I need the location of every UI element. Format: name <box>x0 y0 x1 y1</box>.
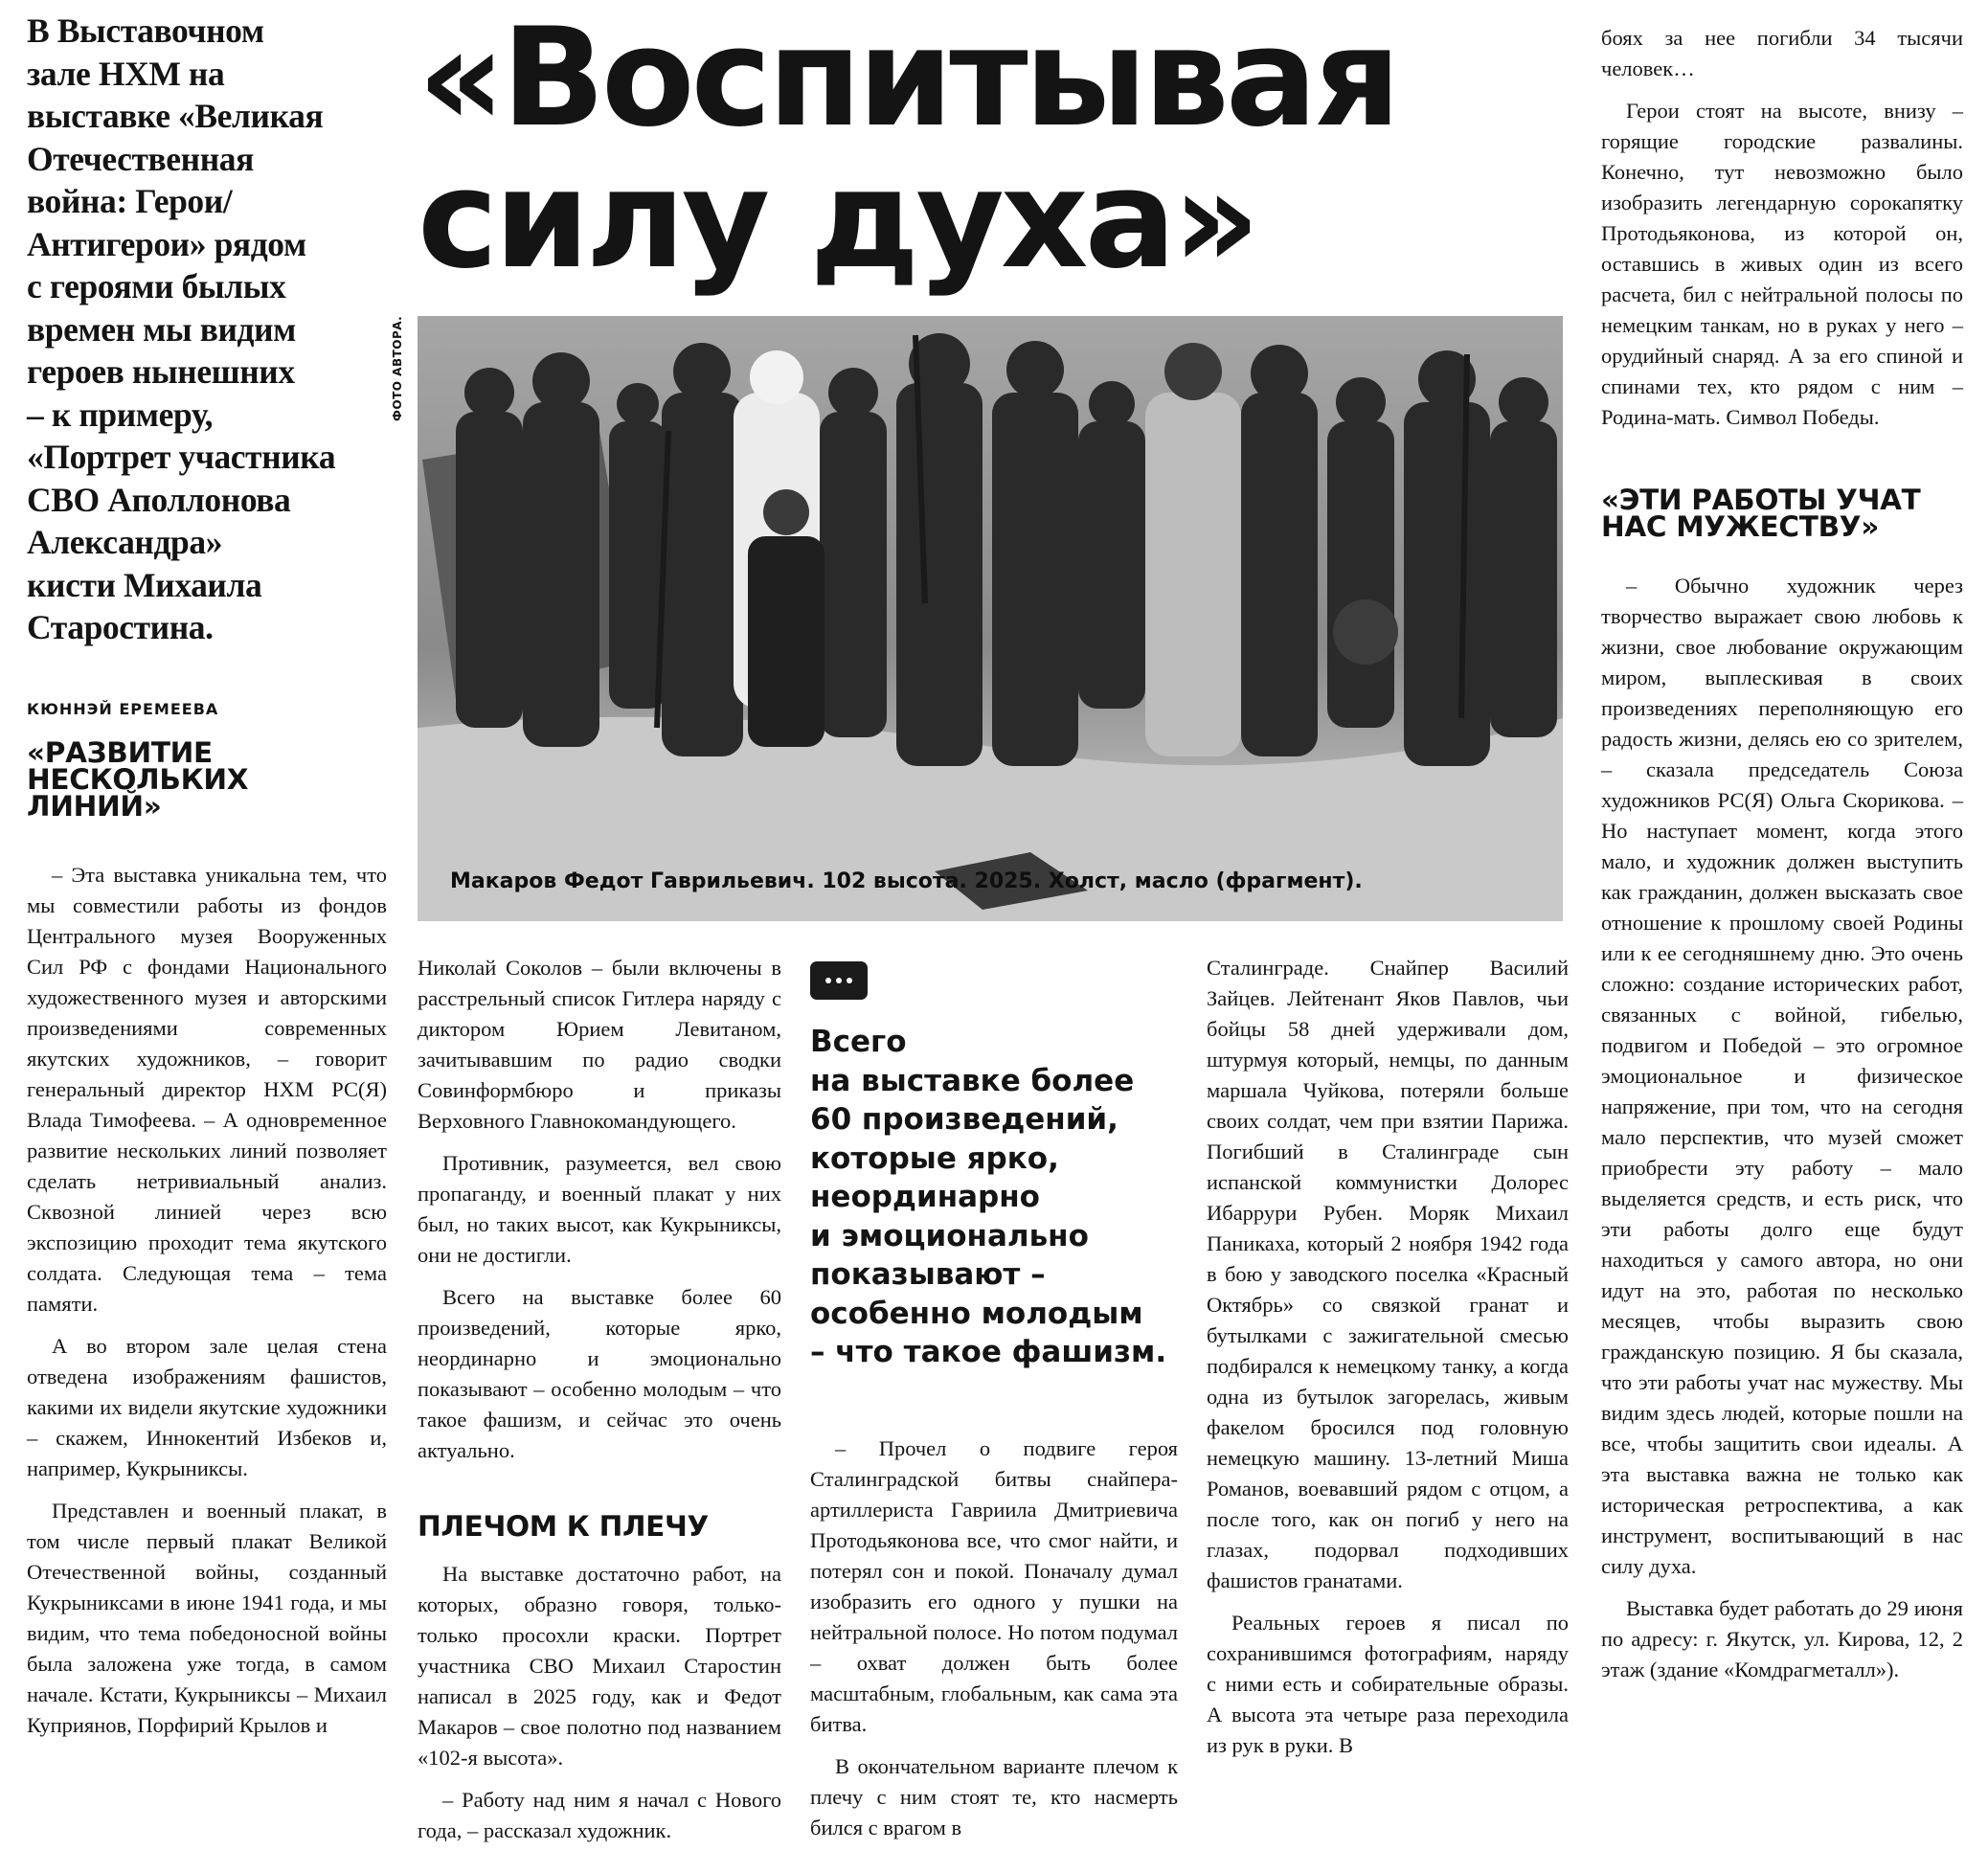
lead-paragraph <box>27 10 402 649</box>
pull-quote-line: и эмоционально <box>810 1218 1089 1253</box>
subheading-line: НАС МУЖЕСТВУ» <box>1601 510 1879 543</box>
subheading-line: НЕСКОЛЬКИХ <box>27 763 249 796</box>
subheading <box>27 736 249 823</box>
subheading-line: «ЭТИ РАБОТЫ УЧАТ <box>1601 484 1921 516</box>
pull-quote-line: которые ярко, <box>810 1140 1059 1176</box>
paragraph: боях за нее погибли 34 тысячи человек… <box>1601 26 1963 80</box>
headline <box>418 0 1567 299</box>
article-column-4 <box>1207 953 1569 1761</box>
photo-credit: ФОТО АВТОРА. <box>391 315 404 421</box>
article-column-2-continued <box>418 1559 781 1846</box>
lead-line: Александра» <box>27 523 223 561</box>
subheading-line: ЛИНИЙ» <box>27 790 162 823</box>
lead-line: с героями былых <box>27 267 286 305</box>
paragraph: Николай Соколов – были включены в расстрельный список Гитлера наряду с диктором Юрием Левитаном, зачитывавшим по радио сводки Совинформбюро и приказы Верховного Главнокомандующего. <box>418 956 781 1133</box>
article-column-5 <box>1601 23 1963 433</box>
paragraph: Герои стоят на высоте, внизу – горящие городские развалины. Конечно, тут невозможно было изобразить легендарную сорокапятку Протодьяконова, из которой он, оставшись в живых один из всего расчета, бил с нейтральной полосы по немецким танкам, но в руках у него – орудийный снаряд. А за его спиной и спинами тех, кто рядом с ним – Родина-мать. Символ Победы. <box>1601 99 1963 429</box>
paragraph: А во втором зале целая стена отведена изображениям фашистов, какими их видели якутские художники – скажем, Иннокентий Избеков и, например, Кукрыниксы. <box>27 1334 387 1480</box>
lead-line: Старостина. <box>27 608 214 646</box>
article-column-3 <box>810 1433 1178 1843</box>
pull-quote-line: на выставке более <box>810 1063 1135 1098</box>
lead-line: СВО Аполлонова <box>27 480 291 519</box>
lead-line: выставке «Великая <box>27 97 324 135</box>
paragraph: Всего на выставке более 60 произведений, которые ярко, неординарно и эмоционально показывают – особенно молодым – что такое фашизм, и сейчас это очень актуально. <box>418 1285 781 1462</box>
byline: КЮННЭЙ ЕРЕМЕЕВА <box>27 700 219 718</box>
pull-quote-line: показывают – <box>810 1257 1046 1292</box>
lead-line: война: Герои/ <box>27 182 233 220</box>
paragraph: На выставке достаточно работ, на которых, образно говоря, только-только просохли краски. Портрет участника СВО Михаил Старостин написал в 2025 году, как и Федот Макаров – свое полотно под названием «102-я высота». <box>418 1562 781 1770</box>
pull-quote-line: особенно молодым <box>810 1296 1143 1331</box>
subheading <box>418 1510 709 1543</box>
lead-line: «Портрет участника <box>27 438 336 476</box>
paragraph: – Работу над ним я начал с Нового года, – рассказал художник. <box>418 1788 781 1842</box>
lead-line: Антигерои» рядом <box>27 224 306 263</box>
paragraph: – Эта выставка уникальна тем, что мы совместили работы из фондов Центрального музея Вооруженных Сил РФ с фондами Национального художественного музея и авторскими произведениями современных якутских художников, – говорит генеральный директор НХМ РС(Я) Влада Тимофеева. – А одновременное развитие нескольких линий позволяет сделать нетривиальный анализ. Сквозной линией через всю экспозицию проходит тема якутского солдата. Следующая тема – тема памяти. <box>27 863 387 1316</box>
lead-line: зале НХМ на <box>27 54 225 93</box>
pull-quote-line: 60 произведений, <box>810 1102 1118 1137</box>
article-column-5-continued <box>1601 571 1963 1685</box>
paragraph: Противник, разумеется, вел свою пропаганду, и военный плакат у них был, но таких высот, как Кукрыниксы, они не достигли. <box>418 1151 781 1267</box>
painting-illustration <box>418 316 1563 921</box>
article-column-1 <box>27 860 387 1741</box>
pull-quote <box>810 1023 1184 1372</box>
paragraph: Представлен и военный плакат, в том числе первый плакат Великой Отечественной войны, созданный Кукрыниксами в июне 1941 года, и мы видим, что тема победоносной войны была заложена уже тогда, в самом начале. Кстати, Кукрыниксы – Михаил Куприянов, Порфирий Крылов и <box>27 1499 387 1737</box>
paragraph: В окончательном варианте плечом к плечу с ним стоят те, кто насмерть бился с врагом в <box>810 1754 1178 1839</box>
pull-quote-line: неординарно <box>810 1180 1040 1214</box>
lead-line: – к примеру, <box>27 395 214 434</box>
lead-line: героев нынешних <box>27 352 295 391</box>
photo-caption: Макаров Федот Гаврильевич. 102 высота. 2025. Холст, масло (фрагмент). <box>450 869 1363 893</box>
lead-line: времен мы видим <box>27 309 296 349</box>
paragraph: Сталинграде. Снайпер Василий Зайцев. Лейтенант Яков Павлов, чьи бойцы 58 дней удерживали дом, штурмуя который, немцы, по данным маршала Чуйкова, потеряли больше своих солдат, чем при взятии Парижа. Погибший в Сталинграде сын испанской коммунистки Долорес Ибаррури Рубен. Моряк Михаил Паникаха, который 2 ноября 1942 года в бою у заводского поселка «Красный Октябрь» со связкой гранат и бутылками с зажигательной смесью подбирался к немецкому танку, а когда одна из бутылок загорелась, живым факелом бросился под головную немецкую машину. 13-летний Миша Романов, воевавший рядом с отцом, а после того, как он погиб у него на глазах, подорвал подходивших фашистов гранатами. <box>1207 956 1569 1592</box>
headline-line: «Воспитывая <box>418 0 1397 157</box>
subheading-line: «РАЗВИТИЕ <box>27 736 213 769</box>
paragraph: Выставка будет работать до 29 июня по адресу: г. Якутск, ул. Кирова, 12, 2 этаж (здание «Комдрагметалл»). <box>1601 1596 1963 1681</box>
subheading-line: ПЛЕЧОМ К ПЛЕЧУ <box>418 1510 709 1543</box>
pull-quote-line: – что такое фашизм. <box>810 1335 1167 1369</box>
pull-quote-line: Всего <box>810 1025 907 1059</box>
headline-line: силу духа» <box>418 141 1257 299</box>
painting-photo <box>418 316 1563 921</box>
paragraph: – Прочел о подвиге героя Сталинградской битвы снайпера-артиллериста Гавриила Дмитриевича Протодьяконова все, что смог найти, и потерял сон и покой. Поначалу думал изобразить его одного у пушки на нейтральной полосе. Но потом подумал – охват должен быть более масштабным, глобальным, как сама эта битва. <box>810 1436 1178 1736</box>
lead-line: кисти Михаила <box>27 565 262 604</box>
article-column-2 <box>418 953 781 1466</box>
paragraph: Реальных героев я писал по сохранившимся фотографиям, наряду с ними есть и собирательные образы. А высота эта четыре раза переходила из рук в руки. В <box>1207 1611 1569 1757</box>
lead-line: В Выставочном <box>27 11 264 50</box>
subheading <box>1601 484 1921 543</box>
speech-bubble-icon <box>810 961 868 1000</box>
paragraph: – Обычно художник через творчество выражает свою любовь к жизни, свое любование окружающим миром, выплескивая в своих произведениях переполняющую его радость жизни, делясь ею со зрителем, – сказала председатель Союза художников РС(Я) Ольга Скорикова. – Но наступает момент, когда этого мало, и художник должен выступить как гражданин, должен высказать свое отношение к прошлому своей Родины или к ее сегодняшнему дню. Это очень сложно: создание исторических работ, связанных с войной, гибелью, подвигом и Победой – это огромное эмоциональное и физическое напряжение, при том, что на сегодня мало перспектив, что музей сможет приобрести эту работу – мало выделяется средств, и есть риск, что эти работы долго еще будут находиться у самого автора, но они идут на это, работая по несколько месяцев, чтобы выразить свою гражданскую позицию. Я бы сказала, что эти работы учат нас мужеству. Мы видим здесь людей, которые пошли на все, чтобы защитить свои идеалы. А эта выставка важна не только как историческая ретроспектива, а как инструмент, воспитывающий в нас силу духа. <box>1601 574 1963 1578</box>
lead-line: Отечественная <box>27 139 254 178</box>
